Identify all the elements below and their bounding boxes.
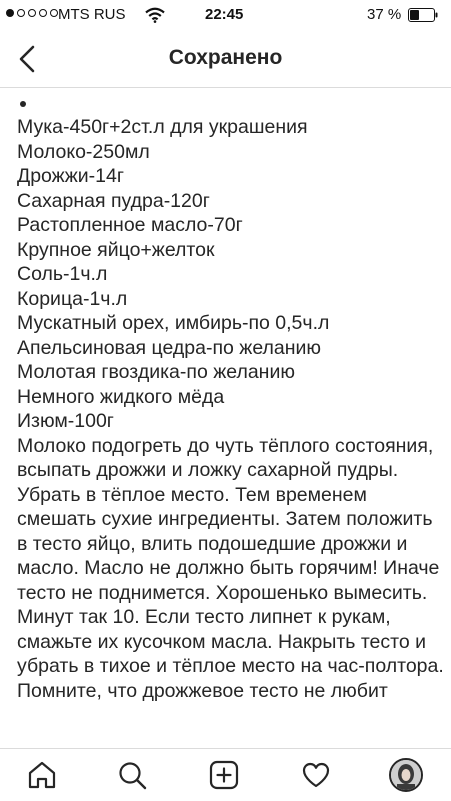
search-icon [116, 759, 148, 791]
home-icon [26, 759, 58, 791]
ingredient-line: Апельсиновая цедра-по желанию [17, 336, 322, 359]
ingredient-line: Сахарная пудра-120г [17, 189, 210, 212]
status-bar [0, 0, 451, 30]
signal-dot [17, 9, 25, 17]
ingredient-line: Соль-1ч.л [17, 263, 108, 285]
ingredient-line: Корица-1ч.л [17, 287, 128, 310]
bullet-point [20, 101, 26, 107]
tab-profile[interactable] [388, 757, 424, 793]
instructions-text: Молоко подогреть до чуть тёплого состояния, всыпать дрожжи и ложку сахарной пудры. Убрать в тёплое место. Тем временем смешать сухие ингредиенты. Затем положить в тесто яйцо, влить подошедшие дрожжи и масло. Масло не должно быть горячим! Иначе тесто не поднимется. Хорошенько вымесить. Минут так 10. Если тесто липнет к рукам, смажьте их кусочком масла. Накрыть тесто и убрать в тихое и тёплое место на час-полтора. Помните, что дрожжевое тесто не любит [17, 434, 444, 702]
ingredient-line: Мускатный орех, имбирь-по 0,5ч.л [17, 312, 330, 334]
tab-activity[interactable] [298, 757, 334, 793]
add-post-icon [208, 759, 240, 791]
carrier-name: MTS RUS [58, 6, 126, 23]
battery-percent: 37 % [367, 6, 402, 23]
navigation-bar [0, 30, 451, 88]
ingredient-line: Крупное яйцо+желток [17, 238, 215, 261]
battery-icon [408, 8, 438, 22]
signal-dot [50, 9, 58, 17]
ingredient-line: Молотая гвоздика-по желанию [17, 361, 295, 383]
heart-icon [300, 759, 332, 791]
signal-dot [39, 9, 47, 17]
tab-search[interactable] [114, 757, 150, 793]
tab-bar [0, 748, 451, 801]
ingredient-line: Молоко-250мл [17, 140, 150, 163]
ingredient-line: Немного жидкого мёда [17, 385, 225, 408]
tab-add-post[interactable] [206, 757, 242, 793]
avatar-image [391, 760, 421, 790]
ingredients-list [17, 115, 445, 703]
ingredient-line: Растопленное масло-70г [17, 214, 243, 236]
signal-dot [28, 9, 36, 17]
wifi-icon [145, 7, 165, 23]
clock: 22:45 [205, 6, 244, 23]
tab-home[interactable] [24, 757, 60, 793]
ingredient-line: Мука-450г+2ст.л для украшения [17, 116, 308, 138]
page-title: Сохранено [168, 46, 283, 69]
ingredient-line: Изюм-100г [17, 410, 114, 432]
ingredient-line: Дрожжи-14г [17, 165, 124, 187]
saved-post-text [17, 88, 445, 748]
signal-strength-icon [6, 9, 58, 17]
signal-dot [6, 9, 14, 17]
profile-avatar [389, 758, 423, 792]
